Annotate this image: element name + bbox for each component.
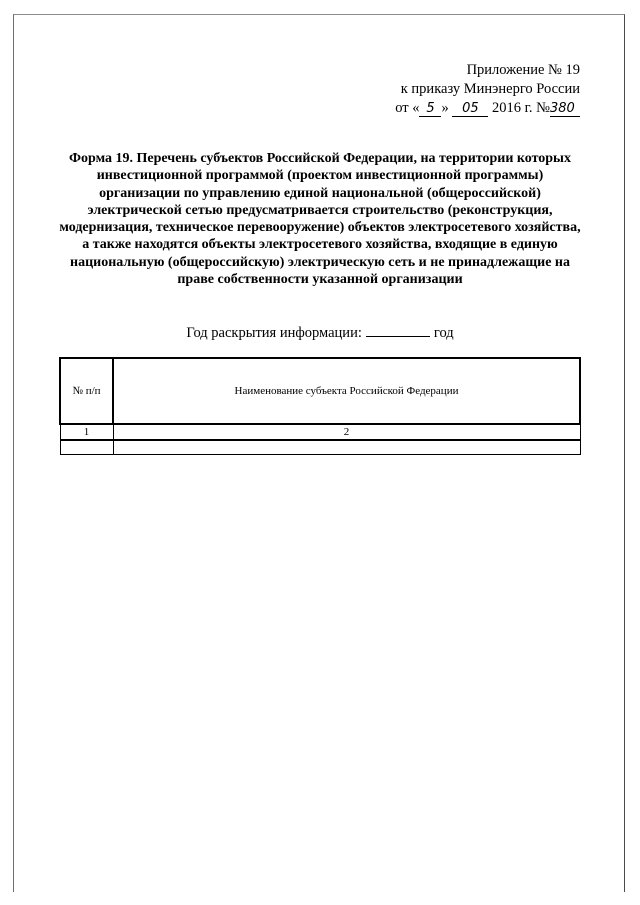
appendix-title: Приложение № 19 [466, 62, 580, 78]
order-number: 380 [550, 102, 580, 117]
date-month: 05 [452, 102, 488, 117]
date-day: 5 [419, 102, 441, 117]
table-cell-empty [113, 440, 580, 455]
disclosure-label: Год раскрытия информации: [186, 325, 362, 341]
subjects-table [59, 357, 581, 455]
date-close-quote: » [441, 100, 449, 116]
appendix-block [395, 61, 580, 118]
table-header-row [60, 358, 580, 424]
date-prefix: от « [395, 100, 420, 116]
disclosure-year-blank [366, 324, 430, 337]
column-number-1: 1 [60, 424, 113, 440]
disclosure-year-line [0, 324, 640, 342]
date-year: 2016 г. № [491, 100, 550, 116]
appendix-order: к приказу Минэнерго России [400, 81, 580, 97]
column-number-2: 2 [113, 424, 580, 440]
table-row [60, 440, 580, 455]
table-cell-empty [60, 440, 113, 455]
table-column-number-row [60, 424, 580, 440]
disclosure-suffix: год [433, 325, 454, 341]
header-subject-name: Наименование субъекта Российской Федерации [113, 358, 580, 424]
header-number: № п/п [60, 358, 113, 424]
appendix-date-line [395, 99, 580, 118]
form-title: Форма 19. Перечень субъектов Российской Федерации, на территории которых инвестиционной программой (проектом инвестиционной программы) организации по управлению единой национальной (общероссийской) электрической сетью предусматривается строительство (реконструкция, модернизация, техническое перевооружение) объектов электросетевого хозяйства, а также находятся объекты электросетевого хозяйства, входящие в единую национальную (общероссийскую) электрическую сеть и не принадлежащие на праве собственности указанной организации [59, 151, 581, 288]
